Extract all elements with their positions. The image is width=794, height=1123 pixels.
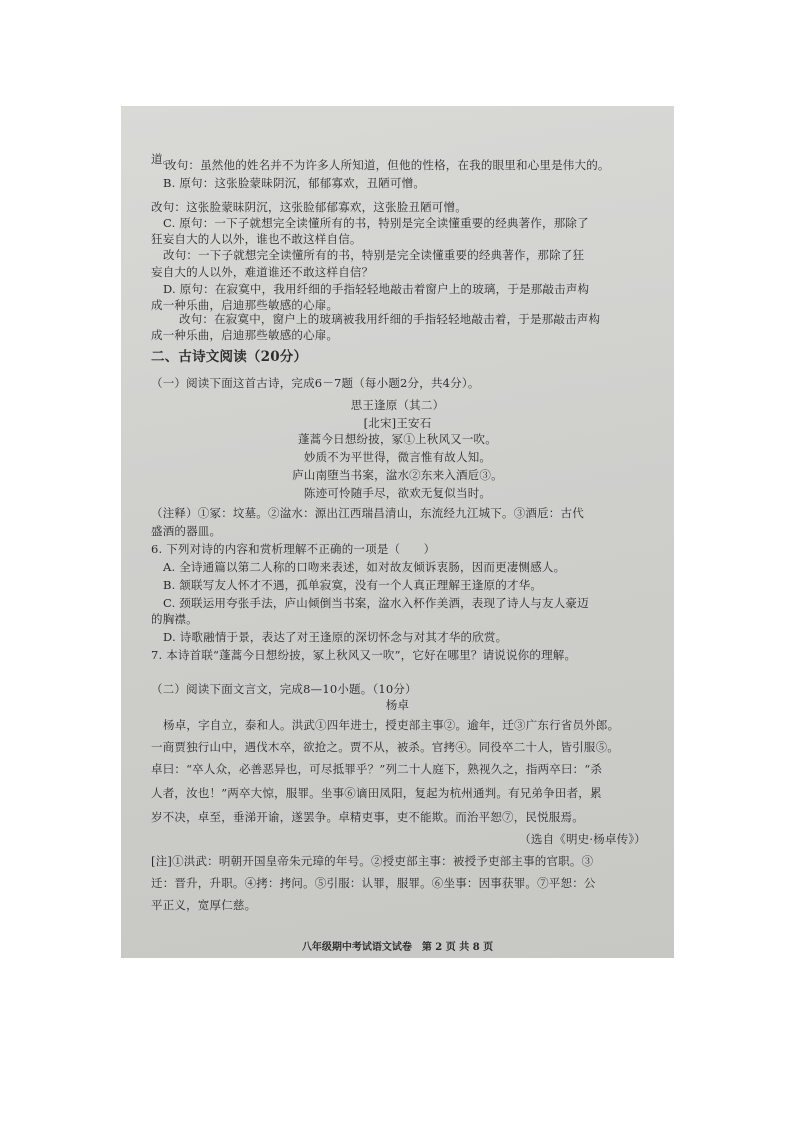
exam-page: [121, 106, 674, 958]
poem-note: （注释）①冢：坟墓。②湓水：源出江西瑞昌清山，东流经九江城下。③酒卮：古代: [151, 506, 584, 520]
text-line: C. 原句：一下子就想完全读懂所有的书，特别是完全读懂重要的经典著作，那除了: [163, 216, 589, 230]
part-intro: （二）阅读下面文言文，完成8—10小题。（10分）: [151, 682, 417, 696]
prose-note: 迁：晋升，升职。④拷：拷问。⑤引服：认罪，服罪。⑥坐事：因事获罪。⑦平恕：公: [151, 876, 596, 890]
exam-page-photo: [121, 106, 674, 958]
question-stem: 7. 本诗首联“蓬蒿今日想纷披，冢上秋风又一吹”，它好在哪里？请说说你的理解。: [151, 648, 577, 662]
page-footer: 八年级期中考试语文试卷 第 2 页 共 8 页: [301, 942, 494, 953]
poem-title: 思王逢原（其二）: [350, 398, 445, 412]
poem-author: [北宋]王安石: [363, 416, 432, 430]
text-line: 狂妄自大的人以外，谁也不敢这样自信。: [151, 232, 362, 246]
prose-source: （选自《明史·杨卓传》）: [519, 832, 646, 846]
poem-line: 蓬蒿今日想纷披，冢①上秋风又一吹。: [298, 432, 497, 446]
prose-title: 杨卓: [385, 698, 410, 712]
text-line: 改句：这张脸蒙昧阴沉，这张脸郁郁寡欢，这张脸丑陋可憎。: [151, 200, 467, 214]
prose-note: 平正义，宽厚仁慈。: [151, 898, 257, 912]
poem-line: 庐山南堕当书案，湓水②东来入酒卮③。: [292, 468, 503, 482]
text-line: 改句：一下子就想完全读懂所有的书，特别是完全读懂重要的经典著作，那除了狂: [163, 248, 585, 262]
text-line: 妄自大的人以外，难道谁还不敢这样自信？: [151, 265, 374, 279]
text-line: 改句：在寂寞中，窗户上的玻璃被我用纤细的手指轻轻地敲击着，于是那敲击声构: [179, 312, 601, 326]
poem-line: 妙质不为平世得，微言惟有故人知。: [303, 450, 492, 464]
text-line: B. 原句：这张脸蒙昧阴沉，郁郁寡欢，丑陋可憎。: [163, 176, 426, 190]
text-line: 改句：虽然他的姓名并不为许多人所知道，但他的性格，在我的眼里和心里是伟大的。: [165, 158, 610, 172]
text-line: D. 原句：在寂寞中，我用纤细的手指轻轻地敲击着窗户上的玻璃，于是那敲击声构: [163, 282, 590, 296]
part-intro: （一）阅读下面这首古诗，完成6－7题（每小题2分，共4分）。: [151, 376, 480, 390]
prose-line: 杨卓，字自立，泰和人。洪武①四年进士，授吏部主事②。逾年，迁③广东行省员外郎。: [163, 718, 620, 732]
question-option: A. 全诗通篇以第二人称的口吻来表述，如对故友倾诉衷肠，因而更凄恻感人。: [163, 560, 566, 574]
prose-line: 人者，汝也！”两卒大惊，服罪。坐事⑥谪田凤阳，复起为杭州通判。有兄弟争田者，累: [151, 786, 602, 800]
question-option: 的胸襟。: [151, 612, 198, 626]
text-line: 道。: [151, 152, 175, 166]
text-line: 成一种乐曲，启迪那些敏感的心扉。: [151, 298, 339, 312]
poem-line: 陈迹可怜随手尽，欲欢无复似当时。: [303, 486, 492, 500]
prose-note: [注]①洪武：明朝开国皇帝朱元璋的年号。②授吏部主事：被授予吏部主事的官职。③: [151, 854, 594, 868]
question-option: D. 诗歌融情于景，表达了对王逢原的深切怀念与对其才华的欣赏。: [163, 630, 508, 644]
text-line: 成一种乐曲，启迪那些敏感的心扉。: [151, 328, 339, 342]
prose-line: 岁不决，卓至，垂涕开谕，遂罢争。卓精吏事，吏不能欺。而治平恕⑦，民悦服焉。: [151, 810, 584, 824]
question-option: C. 颈联运用夸张手法，庐山倾倒当书案，湓水入杯作美酒，表现了诗人与友人豪迈: [163, 596, 589, 610]
section-title: 二、古诗文阅读（20分）: [151, 349, 308, 365]
prose-line: 一商贾独行山中，遇伐木卒，欲抢之。贾不从，被杀。官拷④。同役卒二十人，皆引服⑤。: [151, 740, 619, 754]
question-stem: 6. 下列对诗的内容和赏析理解不正确的一项是（ ）: [151, 542, 436, 556]
poem-note: 盛酒的器皿。: [151, 524, 222, 538]
question-option: B. 颔联写友人怀才不遇，孤单寂寞，没有一个人真正理解王逢原的才华。: [163, 578, 543, 592]
prose-line: 卓曰：“卒人众，必善恶异也，可尽抵罪乎？”列二十人庭下，熟视久之，指两卒曰：“杀: [151, 762, 603, 776]
